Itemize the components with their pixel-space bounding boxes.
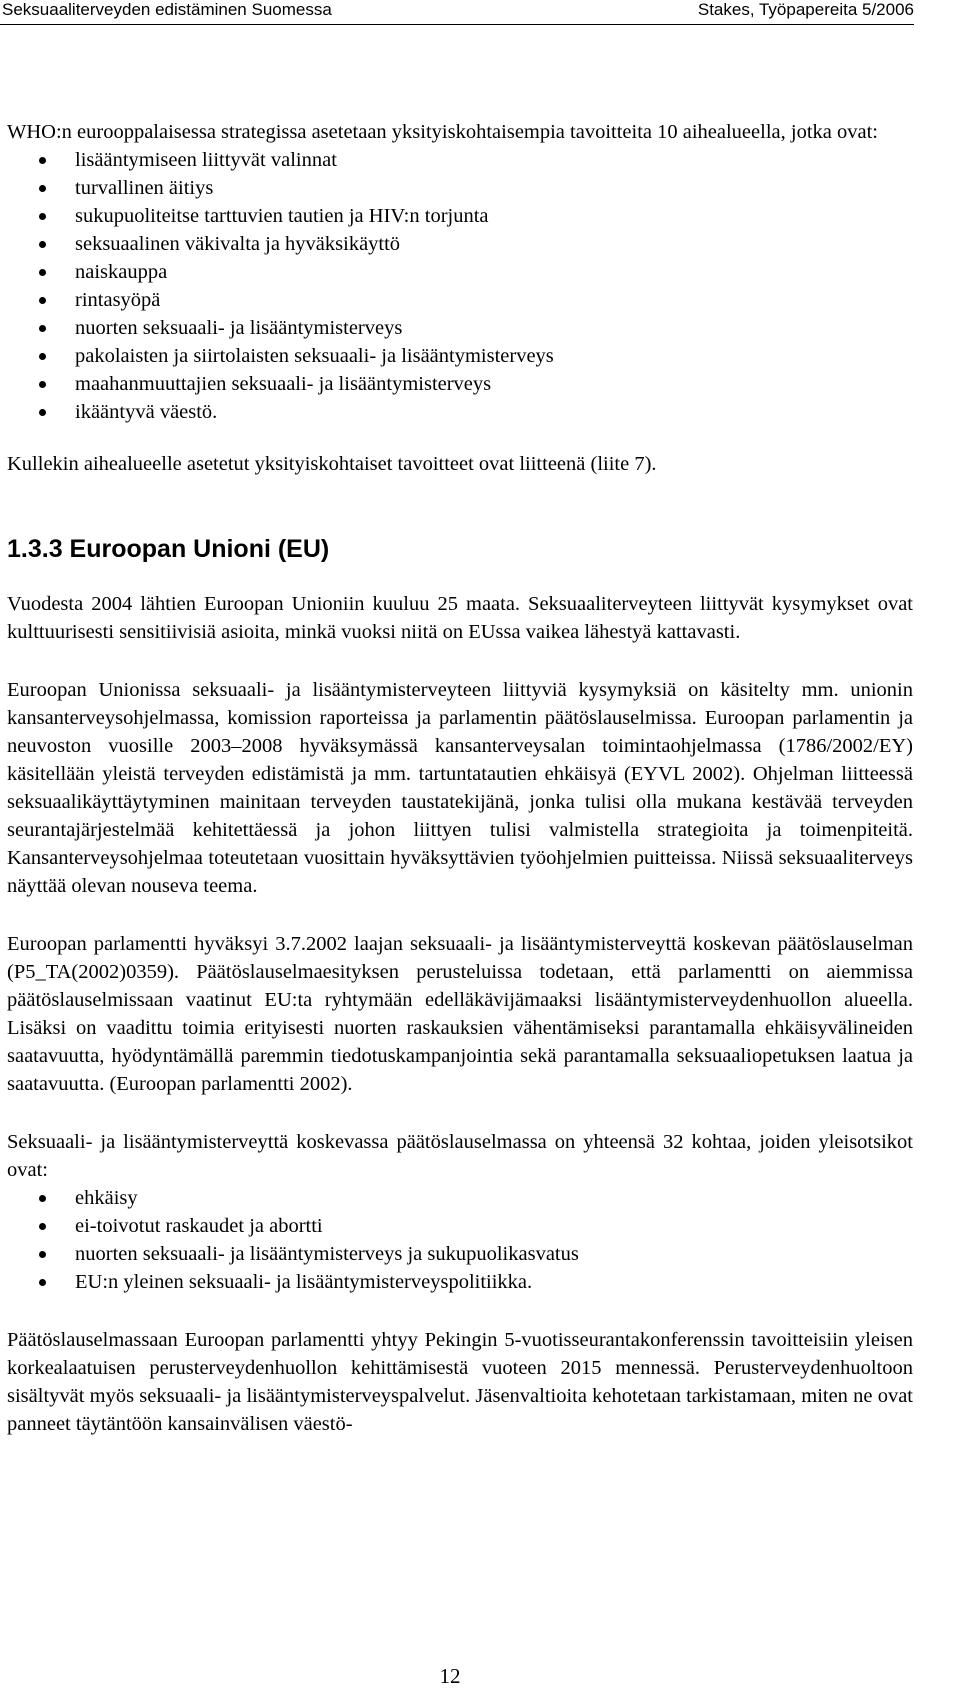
list-item-text: turvallinen äitiys: [75, 177, 214, 199]
bullet-icon: [39, 157, 46, 164]
bullet-icon: [39, 185, 46, 192]
bullet-icon: [39, 1279, 46, 1286]
list-item-text: naiskauppa: [75, 261, 168, 283]
header-document-title: Seksuaaliterveyden edistäminen Suomessa: [2, 0, 332, 19]
bullet-icon: [39, 381, 46, 388]
page-number: 12: [439, 1664, 461, 1688]
paragraph: Seksuaali- ja lisääntymisterveyttä koskevassa päätöslauselmassa on yhteensä 32 kohtaa, joiden yleisotsikot ovat:: [7, 1131, 913, 1181]
list-item: [7, 1212, 913, 1240]
paragraph: Euroopan parlamentti hyväksyi 3.7.2002 laajan seksuaali- ja lisääntymisterveyttä koskevan päätöslauselman (P5_TA(2002)0359). Päätöslauselmaesityksen perusteluissa todetaan, että parlamentti on aiemmissa päätöslauselmissaan vaatinut EU:ta ryhtymään edelläkävijämaaksi lisääntymisterveydenhuollon alueella. Lisäksi on vaadittu toimia erityisesti nuorten raskauksien vähentämiseksi parantamalla ehkäisyvälineiden saatavuutta, hyödyntämällä paremmin tiedotuskampanjointia sekä parantamalla seksuaaliopetuksen laatua ja saatavuutta. (Euroopan parlamentti 2002).: [7, 933, 913, 1095]
list-item: [7, 286, 913, 314]
paragraph: Euroopan Unionissa seksuaali- ja lisääntymisterveyteen liittyviä kysymyksiä on käsitelty mm. unionin kansanterveysohjelmassa, komission raporteissa ja parlamentin päätöslauselmissa. Euroopan parlamentin ja neuvoston vuosille 2003–2008 hyväksymässä kansanterveysalan toimintaohjelmassa (1786/2002/EY) käsitellään yleistä terveyden edistämistä ja mm. tartuntatautien ehkäisyä (EYVL 2002). Ohjelman liitteessä seksuaalikäyttäytyminen mainitaan terveyden taustatekijänä, jonka tulisi olla mukana kestävää terveyden seurantajärjestelmää kehitettäessä ja johon liittyen tulisi valmistella strategioita ja toimenpiteitä. Kansanterveysohjelmaa toteutetaan vuosittain hyväksyttävien työohjelmien puitteissa. Niissä seksuaaliterveys näyttää olevan nouseva teema.: [7, 679, 913, 897]
bullet-icon: [39, 353, 46, 360]
list-item: [7, 1240, 913, 1268]
list-item-text: ehkäisy: [75, 1187, 138, 1209]
resolution-topics-list: [7, 1184, 913, 1296]
list-item: [7, 230, 913, 258]
list-item: [7, 398, 913, 426]
annex-note: Kullekin aihealueelle asetetut yksityiskohtaiset tavoitteet ovat liitteenä (liite 7).: [7, 453, 657, 475]
list-item: [7, 1184, 913, 1212]
list-item: [7, 202, 913, 230]
bullet-icon: [39, 1195, 46, 1202]
list-item-text: nuorten seksuaali- ja lisääntymisterveys: [75, 317, 403, 339]
bullet-icon: [39, 1223, 46, 1230]
section-heading: 1.3.3 Euroopan Unioni (EU): [7, 535, 330, 563]
bullet-icon: [39, 269, 46, 276]
header-series: Stakes, Työpapereita 5/2006: [697, 0, 914, 19]
list-item-text: EU:n yleinen seksuaali- ja lisääntymisterveyspolitiikka.: [75, 1271, 533, 1293]
running-header: [0, 0, 960, 28]
list-item: [7, 1268, 913, 1296]
intro-paragraph: WHO:n eurooppalaisessa strategissa asetetaan yksityiskohtaisempia tavoitteita 10 aihealueella, jotka ovat:: [7, 121, 878, 143]
who-areas-list: [7, 146, 913, 426]
paragraph: Päätöslauselmassaan Euroopan parlamentti yhtyy Pekingin 5-vuotisseurantakonferenssin tavoitteisiin yleisen korkealaatuisen perusterveydenhuollon kehittämisestä vuoteen 2015 mennessä. Perusterveydenhuoltoon sisältyvät myös seksuaali- ja lisääntymisterveyspalvelut. Jäsenvaltioita kehotetaan tarkistamaan, miten ne ovat panneet täytäntöön kansainvälisen väestö-: [7, 1329, 913, 1435]
page-body: [7, 118, 913, 1438]
bullet-icon: [39, 409, 46, 416]
list-item-text: seksuaalinen väkivalta ja hyväksikäyttö: [75, 233, 401, 255]
bullet-icon: [39, 1251, 46, 1258]
list-item: [7, 258, 913, 286]
list-item: [7, 174, 913, 202]
bullet-icon: [39, 213, 46, 220]
bullet-icon: [39, 241, 46, 248]
list-item-text: rintasyöpä: [75, 289, 161, 311]
list-item-text: sukupuoliteitse tarttuvien tautien ja HIV:n torjunta: [75, 205, 489, 227]
bullet-icon: [39, 325, 46, 332]
list-item-text: pakolaisten ja siirtolaisten seksuaali- ja lisääntymisterveys: [75, 345, 554, 367]
list-item: [7, 146, 913, 174]
paragraph: Vuodesta 2004 lähtien Euroopan Unioniin kuuluu 25 maata. Seksuaaliterveyteen liittyvät kysymykset ovat kulttuurisesti sensitiivisiä asioita, minkä vuoksi niitä on EUssa vaikea lähestyä kattavasti.: [7, 593, 913, 643]
list-item: [7, 314, 913, 342]
list-item-text: lisääntymiseen liittyvät valinnat: [75, 149, 337, 171]
list-item-text: ei-toivotut raskaudet ja abortti: [75, 1215, 323, 1237]
list-item: [7, 342, 913, 370]
header-divider: [0, 24, 914, 25]
list-item-text: maahanmuuttajien seksuaali- ja lisääntymisterveys: [75, 373, 492, 395]
bullet-icon: [39, 297, 46, 304]
list-item-text: nuorten seksuaali- ja lisääntymisterveys ja sukupuolikasvatus: [75, 1243, 579, 1265]
list-item: [7, 370, 913, 398]
list-item-text: ikääntyvä väestö.: [75, 401, 218, 423]
